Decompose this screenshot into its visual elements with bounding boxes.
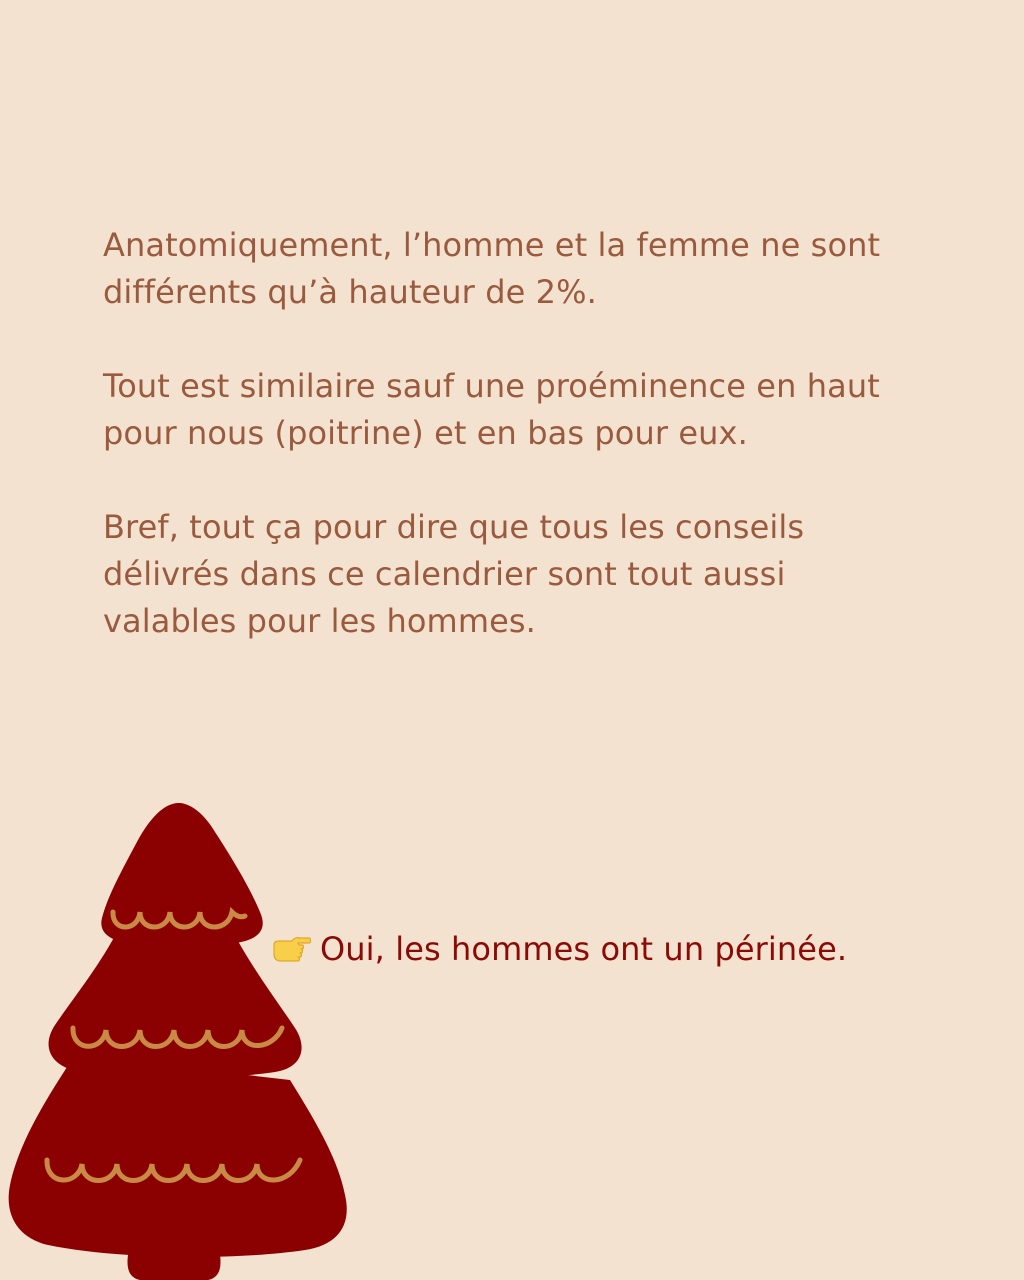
main-text xyxy=(103,222,923,645)
paragraph-conclusion: Bref, tout ça pour dire que tous les conseils délivrés dans ce calendrier sont tout aussi valables pour les hommes. xyxy=(103,508,805,640)
callout xyxy=(272,926,847,973)
pointing-hand-icon xyxy=(272,933,312,967)
callout-text: Oui, les hommes ont un périnée. xyxy=(320,930,848,968)
paragraph-similarity: Tout est similaire sauf une proéminence en haut pour nous (poitrine) et en bas pour eux. xyxy=(103,367,880,452)
paragraph-anatomy: Anatomiquement, l’homme et la femme ne sont différents qu’à hauteur de 2%. xyxy=(103,226,881,311)
christmas-tree-icon xyxy=(0,800,360,1280)
